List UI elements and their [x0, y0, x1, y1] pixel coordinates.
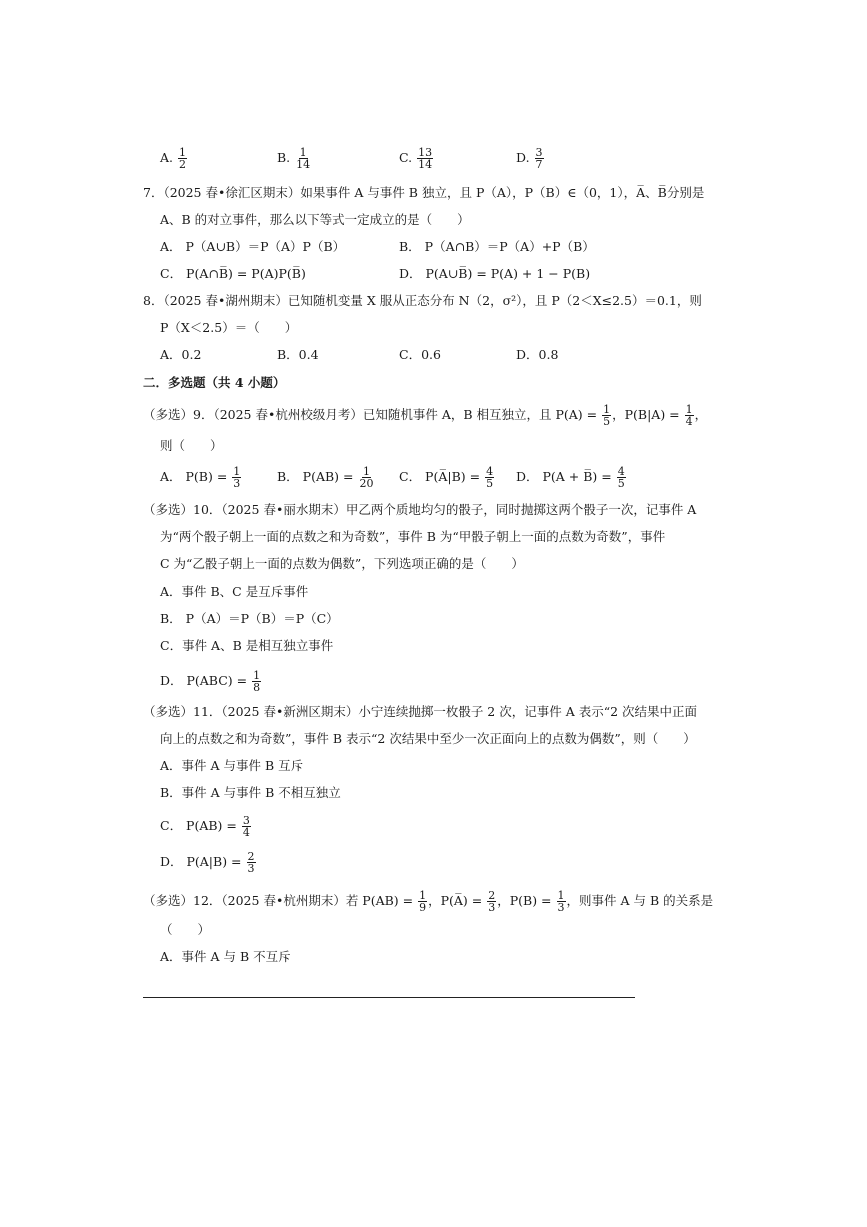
- text: D． P(A + B̅) =: [516, 469, 612, 484]
- option-label: A.: [160, 150, 174, 165]
- denominator: 5: [603, 415, 611, 428]
- q9-stem-line1: [143, 404, 707, 427]
- fraction: [617, 466, 626, 489]
- denominator: 9: [419, 901, 427, 914]
- q7-option-d: D． P(A∪B̅) = P(A) + 1 − P(B): [399, 266, 591, 281]
- text: ，P(A̅) =: [428, 893, 483, 908]
- denominator: 4: [685, 415, 693, 428]
- numerator: 1: [557, 889, 565, 902]
- numerator: 1: [253, 669, 261, 682]
- footer-divider: [143, 997, 635, 998]
- q11-option-d: [160, 851, 257, 874]
- q7-option-a: A． P（A∪B）＝P（A）P（B）: [160, 239, 346, 254]
- text: D． P(ABC) =: [160, 673, 248, 688]
- q7-option-c: C． P(A∩B̅) = P(A)P(B̅): [160, 266, 306, 281]
- q8-stem-line2: P（X＜2.5）＝（ ）: [160, 320, 298, 335]
- option-label: C.: [399, 150, 413, 165]
- q10-stem-line2: 为“两个骰子朝上一面的点数之和为奇数”，事件 B 为“甲骰子朝上一面的点数为奇数”，事件: [160, 529, 666, 544]
- denominator: 3: [233, 477, 241, 490]
- text: A． P(B) =: [160, 469, 228, 484]
- q11-stem-line1: （多选）11．（2025 春•新洲区期末）小宁连续抛掷一枚骰子 2 次，记事件 A 表示“2 次结果中正面: [143, 704, 698, 719]
- text: D． P(A|B) =: [160, 854, 242, 869]
- fraction: [178, 147, 187, 170]
- fraction: [358, 466, 374, 489]
- numerator: 2: [247, 850, 255, 863]
- fraction: [602, 404, 611, 427]
- fraction: [232, 466, 241, 489]
- fraction: [557, 890, 566, 913]
- text: ，则事件 A 与 B 的关系是: [566, 893, 714, 908]
- numerator: 3: [242, 814, 250, 827]
- q10-option-b: B． P（A）＝P（B）＝P（C）: [160, 611, 339, 626]
- fraction: [247, 851, 256, 874]
- denominator: 5: [486, 477, 494, 490]
- q9-option-a: [160, 466, 242, 489]
- fraction: [252, 670, 261, 693]
- q12-option-a: A．事件 A 与 B 不互斥: [160, 949, 291, 964]
- q11-option-c: [160, 815, 252, 838]
- q9-option-b: [277, 466, 375, 489]
- denominator: 14: [418, 158, 433, 171]
- q6-option-c: [399, 147, 434, 170]
- option-label: D.: [516, 150, 530, 165]
- q9-stem-line2: 则（ ）: [160, 438, 223, 453]
- denominator: 20: [359, 477, 374, 490]
- numerator: 3: [535, 146, 543, 159]
- denominator: 8: [253, 681, 261, 694]
- numerator: 4: [486, 465, 494, 478]
- q8-option-d: D．0.8: [516, 347, 559, 362]
- q10-stem-line1: （多选）10．（2025 春•丽水期末）甲乙两个质地均匀的骰子，同时抛掷这两个骰子一次，记事件 A: [143, 502, 697, 517]
- q11-option-a: A．事件 A 与事件 B 互斥: [160, 758, 304, 773]
- fraction: [242, 815, 251, 838]
- numerator: 1: [179, 146, 186, 159]
- q7-option-b: B． P（A∩B）＝P（A）+P（B）: [399, 239, 595, 254]
- section-title: 二．多选题（共 4 小题）: [143, 375, 286, 390]
- denominator: 2: [179, 158, 186, 171]
- denominator: 3: [557, 901, 565, 914]
- q7-stem-line2: A、B 的对立事件，那么以下等式一定成立的是（ ）: [160, 212, 470, 227]
- text: ，P(B) =: [497, 893, 552, 908]
- fraction: [487, 890, 496, 913]
- q10-stem-line3: C 为“乙骰子朝上一面的点数为偶数”，下列选项正确的是（ ）: [160, 556, 524, 571]
- q11-option-b: B．事件 A 与事件 B 不相互独立: [160, 785, 341, 800]
- q12-stem-line2: （ ）: [160, 922, 211, 937]
- q10-option-c: C．事件 A、B 是相互独立事件: [160, 638, 334, 653]
- fraction: [485, 466, 494, 489]
- q8-stem-line1: 8．（2025 春•湖州期末）已知随机变量 X 服从正态分布 N（2，σ²），且 P（2＜X≤2.5）＝0.1，则: [143, 293, 702, 308]
- fraction: [685, 404, 694, 427]
- text: C． P(AB) =: [160, 818, 237, 833]
- text: （多选）12．（2025 春•杭州期末）若 P(AB) =: [143, 893, 414, 908]
- denominator: 5: [617, 477, 625, 490]
- fraction: [535, 147, 544, 170]
- numerator: 1: [299, 146, 307, 159]
- denominator: 3: [247, 862, 255, 875]
- text: C． P(A̅|B) =: [399, 469, 481, 484]
- q10-option-d: [160, 670, 262, 693]
- q8-option-a: A．0.2: [160, 347, 202, 362]
- q8-option-b: B．0.4: [277, 347, 319, 362]
- fraction: [418, 890, 427, 913]
- numerator: 1: [233, 465, 241, 478]
- q8-option-c: C．0.6: [399, 347, 441, 362]
- numerator: 1: [685, 403, 693, 416]
- denominator: 14: [296, 158, 311, 171]
- q9-option-c: [399, 466, 495, 489]
- fraction: [295, 147, 311, 170]
- q10-option-a: A．事件 B、C 是互斥事件: [160, 584, 309, 599]
- text: B． P(AB) =: [277, 469, 354, 484]
- option-label: B.: [277, 150, 291, 165]
- q7-stem-line1: 7．（2025 春•徐汇区期末）如果事件 A 与事件 B 独立，且 P（A），P（B）∈（0，1），A̅、B̅分别是: [143, 185, 705, 200]
- q6-option-b: [277, 147, 312, 170]
- q9-option-d: [516, 466, 627, 489]
- numerator: 2: [488, 889, 496, 902]
- denominator: 4: [242, 826, 250, 839]
- denominator: 3: [488, 901, 496, 914]
- q12-stem-line1: [143, 890, 713, 913]
- numerator: 1: [603, 403, 611, 416]
- text: （多选）9．（2025 春•杭州校级月考）已知随机事件 A，B 相互独立，且 P(A) =: [143, 407, 598, 422]
- fraction: [417, 147, 433, 170]
- q6-option-d: [516, 147, 545, 170]
- q11-stem-line2: 向上的点数之和为奇数”，事件 B 表示“2 次结果中至少一次正面向上的点数为偶数”，则（ ）: [160, 731, 696, 746]
- denominator: 7: [535, 158, 543, 171]
- text: ，P(B|A) =: [612, 407, 680, 422]
- numerator: 1: [362, 465, 370, 478]
- numerator: 13: [418, 146, 433, 159]
- numerator: 4: [617, 465, 625, 478]
- numerator: 1: [419, 889, 427, 902]
- q6-option-a: [160, 147, 188, 170]
- text: ，: [694, 407, 708, 422]
